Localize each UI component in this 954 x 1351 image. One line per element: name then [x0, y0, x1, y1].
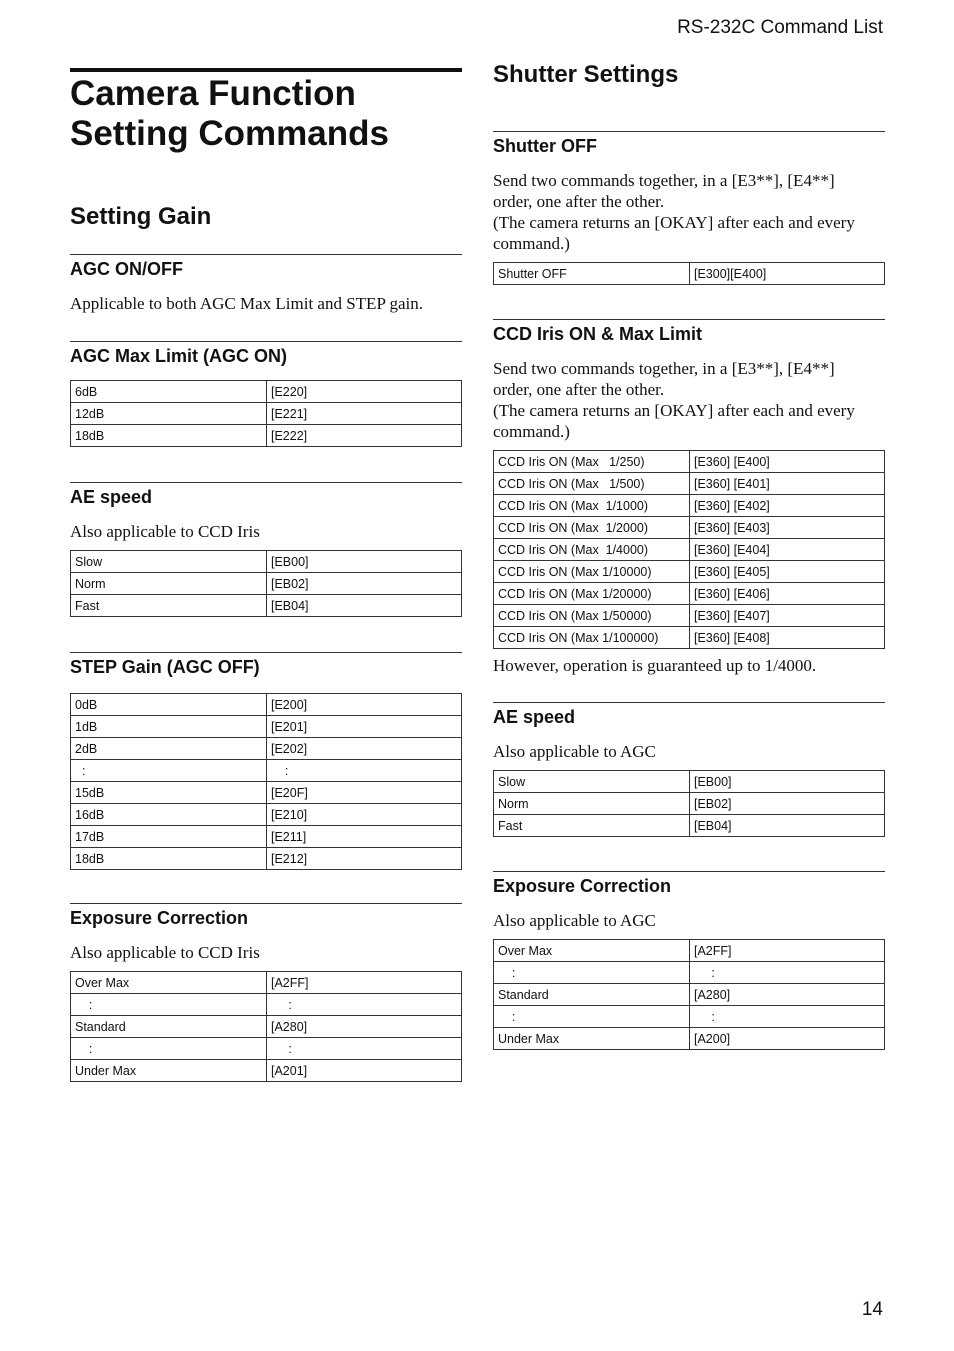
note-line: order, one after the other.	[493, 192, 665, 211]
agc-onoff-note: Applicable to both AGC Max Limit and STEP gain.	[70, 294, 424, 313]
command-cell: [A200]	[690, 1028, 885, 1050]
command-cell: :	[267, 1038, 462, 1060]
command-cell: [EB04]	[690, 815, 885, 837]
ae-speed-note-right: Also applicable to AGC	[493, 742, 656, 761]
setting-cell: Over Max	[71, 972, 267, 994]
command-cell: [E221]	[267, 403, 462, 425]
setting-cell: Norm	[494, 793, 690, 815]
table-row	[71, 1038, 462, 1060]
subsection-step-gain: STEP Gain (AGC OFF)	[70, 652, 462, 678]
ccd-iris-table	[493, 450, 885, 649]
table-row	[71, 551, 462, 573]
setting-cell: CCD Iris ON (Max 1/20000)	[494, 583, 690, 605]
table-row	[494, 771, 885, 793]
page-title	[70, 68, 462, 154]
exposure-correction-table-right	[493, 939, 885, 1050]
command-cell: [E211]	[267, 826, 462, 848]
command-cell: [E360] [E401]	[690, 473, 885, 495]
table-row	[71, 573, 462, 595]
subsection-agc-max-limit: AGC Max Limit (AGC ON)	[70, 341, 462, 367]
step-gain-table	[70, 693, 462, 870]
setting-cell: 2dB	[71, 738, 267, 760]
setting-cell: CCD Iris ON (Max 1/500)	[494, 473, 690, 495]
setting-cell: Under Max	[494, 1028, 690, 1050]
command-cell: [A201]	[267, 1060, 462, 1082]
ae-speed-note: Also applicable to CCD Iris	[70, 522, 260, 541]
setting-cell: Slow	[494, 771, 690, 793]
setting-cell: CCD Iris ON (Max 1/1000)	[494, 495, 690, 517]
table-row	[71, 738, 462, 760]
command-cell: [E212]	[267, 848, 462, 870]
table-row	[71, 760, 462, 782]
setting-cell: Standard	[494, 984, 690, 1006]
table-row	[71, 1060, 462, 1082]
page-title-line2: Setting Commands	[70, 114, 389, 153]
setting-cell: :	[494, 962, 690, 984]
command-cell: [E201]	[267, 716, 462, 738]
command-cell: [E360] [E402]	[690, 495, 885, 517]
command-cell: [E300][E400]	[690, 263, 885, 285]
note-line: order, one after the other.	[493, 380, 665, 399]
command-cell: [A280]	[690, 984, 885, 1006]
ae-speed-table-right	[493, 770, 885, 837]
command-cell: [E360] [E405]	[690, 561, 885, 583]
command-cell: [E360] [E406]	[690, 583, 885, 605]
setting-cell: CCD Iris ON (Max 1/2000)	[494, 517, 690, 539]
command-cell: [A2FF]	[690, 940, 885, 962]
table-row	[71, 716, 462, 738]
table-row	[71, 782, 462, 804]
section-title-shutter-settings: Shutter Settings	[493, 61, 679, 88]
command-cell: [A2FF]	[267, 972, 462, 994]
table-row	[494, 605, 885, 627]
setting-cell: Fast	[494, 815, 690, 837]
command-cell: [EB02]	[690, 793, 885, 815]
table-row	[71, 694, 462, 716]
setting-cell: :	[71, 994, 267, 1016]
subsection-ae-speed-right: AE speed	[493, 702, 885, 728]
command-cell: [E202]	[267, 738, 462, 760]
table-row	[494, 263, 885, 285]
command-cell: [E360] [E404]	[690, 539, 885, 561]
table-row	[71, 994, 462, 1016]
subsection-ae-speed: AE speed	[70, 482, 462, 508]
command-cell: :	[690, 1006, 885, 1028]
setting-cell: CCD Iris ON (Max 1/100000)	[494, 627, 690, 649]
command-cell: [E220]	[267, 381, 462, 403]
table-row	[494, 451, 885, 473]
setting-cell: CCD Iris ON (Max 1/10000)	[494, 561, 690, 583]
note-line: Send two commands together, in a [E3**], [E4**]	[493, 359, 835, 378]
command-cell: :	[690, 962, 885, 984]
command-cell: [E360] [E400]	[690, 451, 885, 473]
setting-cell: CCD Iris ON (Max 1/4000)	[494, 539, 690, 561]
table-row	[494, 473, 885, 495]
note-line: Send two commands together, in a [E3**], [E4**]	[493, 171, 835, 190]
command-cell: :	[267, 994, 462, 1016]
setting-cell: 12dB	[71, 403, 267, 425]
setting-cell: Norm	[71, 573, 267, 595]
setting-cell: 15dB	[71, 782, 267, 804]
subsection-exposure-correction-right: Exposure Correction	[493, 871, 885, 897]
note-line: command.)	[493, 422, 570, 441]
command-cell: [EB00]	[267, 551, 462, 573]
setting-cell: :	[71, 1038, 267, 1060]
setting-cell: :	[71, 760, 267, 782]
agc-max-limit-table	[70, 380, 462, 447]
table-row	[494, 627, 885, 649]
left-column	[70, 68, 462, 1082]
setting-cell: 18dB	[71, 425, 267, 447]
subsection-agc-onoff: AGC ON/OFF	[70, 254, 462, 280]
command-cell: :	[267, 760, 462, 782]
setting-cell: Shutter OFF	[494, 263, 690, 285]
table-row	[71, 972, 462, 994]
section-title-setting-gain: Setting Gain	[70, 203, 212, 230]
command-cell: [E200]	[267, 694, 462, 716]
table-row	[494, 517, 885, 539]
command-cell: [E210]	[267, 804, 462, 826]
command-cell: [EB04]	[267, 595, 462, 617]
setting-cell: Under Max	[71, 1060, 267, 1082]
command-cell: [E360] [E403]	[690, 517, 885, 539]
table-row	[71, 403, 462, 425]
table-row	[494, 583, 885, 605]
command-cell: [EB02]	[267, 573, 462, 595]
subsection-shutter-off: Shutter OFF	[493, 131, 885, 157]
setting-cell: 18dB	[71, 848, 267, 870]
exposure-correction-table	[70, 971, 462, 1082]
right-column	[493, 60, 885, 1050]
table-row	[71, 804, 462, 826]
table-row	[494, 561, 885, 583]
command-cell: [E20F]	[267, 782, 462, 804]
exposure-correction-note-right: Also applicable to AGC	[493, 911, 656, 930]
table-row	[494, 984, 885, 1006]
subsection-ccd-iris: CCD Iris ON & Max Limit	[493, 319, 885, 345]
table-row	[494, 793, 885, 815]
table-row	[71, 425, 462, 447]
table-row	[494, 1006, 885, 1028]
running-header: RS-232C Command List	[677, 17, 883, 38]
note-line: (The camera returns an [OKAY] after each and every	[493, 213, 855, 232]
command-cell: [E360] [E407]	[690, 605, 885, 627]
setting-cell: Slow	[71, 551, 267, 573]
table-row	[494, 495, 885, 517]
setting-cell: 1dB	[71, 716, 267, 738]
page-title-line1: Camera Function	[70, 74, 356, 113]
setting-cell: CCD Iris ON (Max 1/50000)	[494, 605, 690, 627]
subsection-exposure-correction: Exposure Correction	[70, 903, 462, 929]
command-cell: [E222]	[267, 425, 462, 447]
table-row	[494, 815, 885, 837]
setting-cell: 16dB	[71, 804, 267, 826]
table-row	[71, 381, 462, 403]
shutter-off-note	[493, 170, 885, 254]
exposure-correction-note: Also applicable to CCD Iris	[70, 943, 260, 962]
table-row	[71, 1016, 462, 1038]
ae-speed-table	[70, 550, 462, 617]
ccd-iris-note	[493, 358, 885, 442]
table-row	[494, 539, 885, 561]
command-cell: [A280]	[267, 1016, 462, 1038]
page-number: 14	[861, 1299, 883, 1320]
note-line: (The camera returns an [OKAY] after each and every	[493, 401, 855, 420]
setting-cell: Standard	[71, 1016, 267, 1038]
setting-cell: Fast	[71, 595, 267, 617]
table-row	[71, 826, 462, 848]
note-line: command.)	[493, 234, 570, 253]
command-cell: [E360] [E408]	[690, 627, 885, 649]
table-row	[71, 595, 462, 617]
setting-cell: 0dB	[71, 694, 267, 716]
setting-cell: Over Max	[494, 940, 690, 962]
setting-cell: 6dB	[71, 381, 267, 403]
setting-cell: 17dB	[71, 826, 267, 848]
setting-cell: :	[494, 1006, 690, 1028]
command-cell: [EB00]	[690, 771, 885, 793]
table-row	[71, 848, 462, 870]
ccd-iris-footnote: However, operation is guaranteed up to 1/4000.	[493, 656, 817, 675]
table-row	[494, 940, 885, 962]
table-row	[494, 962, 885, 984]
shutter-off-table	[493, 262, 885, 285]
table-row	[494, 1028, 885, 1050]
setting-cell: CCD Iris ON (Max 1/250)	[494, 451, 690, 473]
